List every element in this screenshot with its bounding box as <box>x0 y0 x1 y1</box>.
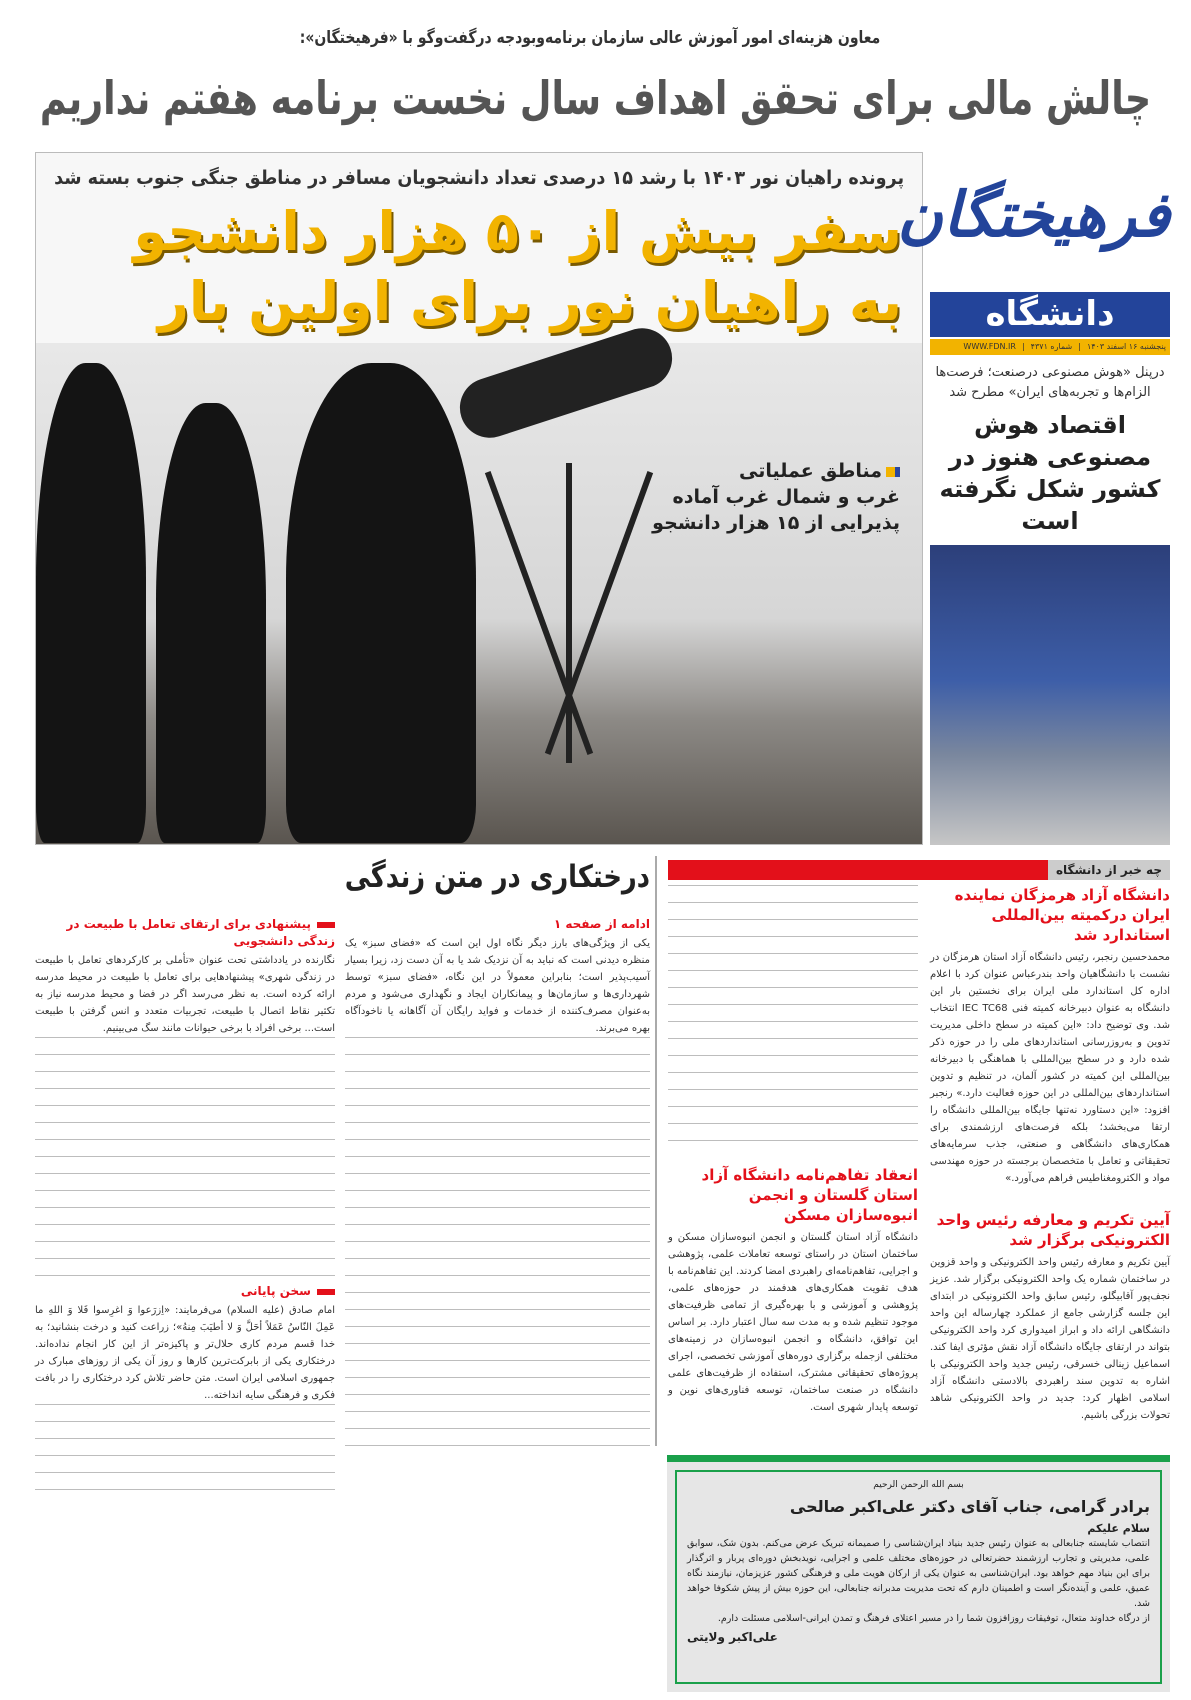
top-kicker: معاون هزینه‌ای امور آموزش عالی سازمان برنامه‌وبودجه درگفت‌وگو با «فرهیختگان»: <box>299 28 881 48</box>
issue-date: پنجشنبه ۱۶ اسفند ۱۴۰۳ <box>1086 342 1166 351</box>
news-title: آیین تکریم و معارفه رئیس واحد الکترونیکی برگزار شد <box>936 1210 1170 1249</box>
notice-bar <box>667 1455 1170 1462</box>
article-body: امام صادق (علیه السلام) می‌فرمایند: «اِزرَعوا وَ اغرِسوا فَلا وَ اللهِ ما عَمِلَ النّاسُ عَمَلاً أحَلَّ وَ لا أطیَبَ مِنهُ»؛ زراعت کنید و درخت بنشانید؛ به خدا قسم مردم کاری حلال‌تر و پاکیزه‌تر از این کار انجام نداده‌اند. درختکاری یکی از بابرکت‌ترین کارها و روز آن یکی از روزهای مبارک در جمهوری اسلامی ایران است. متن حاضر تلاش کرد درختکاری را در بافت فکری و فرهنگی سایه انداخته... <box>35 1305 335 1401</box>
subheading: سخن پایانی <box>35 1283 335 1300</box>
website-link[interactable]: WWW.FDN.IR <box>963 342 1016 351</box>
subheading: پیشنهادی برای ارتقای تعامل با طبیعت در زندگی دانشجویی <box>66 917 335 948</box>
tree-column-1 <box>345 910 650 1452</box>
feature-story <box>35 152 923 845</box>
section-banner: دانشگاه <box>930 292 1170 337</box>
congratulation-notice <box>667 1462 1170 1692</box>
news-column-2 <box>668 885 918 1445</box>
news-body: محمدحسین رنجبر، رئیس دانشگاه آزاد استان هرمزگان در نشست با دانشگاهیان واحد بندرعباس عنوان کرد با اعلام اداره کل استاندارد ملی ایران برای نخستین بار این دانشگاه به عنوان دبیرخانه کمیته فنی IEC TC68 انتخاب شد. وی توضیح داد: «این کمیته در سطح داخلی مدیریت تدوین و به‌روزرسانی استانداردهای ملی را در حوزه ذکر شده دارد و در سطح بین‌المللی با هماهنگی با دبیرخانه بین‌المللی این کمیته در کشور آلمان، در تنظیم و تدوین استانداردهای بین‌المللی در این حوزه فعالیت دارد.» رنجبر افزود: «این دستاورد نه‌تنها جایگاه بین‌المللی دانشگاه را ارتقا می‌بخشد؛ بلکه فرصت‌های ارزشمندی برای همکاری‌های دانشگاهی و صنعتی، جذب سرمایه‌های تحقیقاتی و تعامل با متخصصان برجسته در حوزه مهندسی مواد و الکترومغناطیس فراهم می‌آورد.» <box>930 952 1170 1184</box>
bismillah: بسم الله الرحمن الرحیم <box>873 1480 964 1490</box>
ai-headline: اقتصاد هوش مصنوعی هنوز در کشور شکل نگرفته است <box>939 411 1161 535</box>
notice-closing: از درگاه خداوند متعال، توفیقات روزافزون شما را در مسیر اعتلای فرهنگ و تمدن ایرانی-اسلامی مسئلت دارم. <box>717 1613 1150 1624</box>
news-title: انعقاد تفاهم‌نامه دانشگاه آزاد استان گلستان و انجمن انبوه‌سازان مسکن <box>701 1166 918 1224</box>
feature-headline-2: به راهیان نور برای اولین بار <box>157 270 902 333</box>
feature-caption: مناطق عملیاتی غرب و شمال غرب آماده پذیرایی از ۱۵ هزار دانشجو <box>652 460 900 534</box>
ai-teaser: درپنل «هوش مصنوعی درصنعت؛ فرصت‌ها الزام‌ها و تجربه‌های ایران» مطرح شد <box>935 365 1165 400</box>
feature-headline-1: سفر بیش از ۵۰ هزار دانشجو <box>133 200 902 263</box>
feature-photo <box>36 343 922 844</box>
article-body-lines <box>345 1037 650 1452</box>
article-body: نگارنده در یادداشتی تحت عنوان «تأملی بر کارکردهای تعامل با طبیعت در زندگی شهری» پیشنهادهایی برای تعامل با طبیعت در محیط مدرسه ارائه کرده است. به نظر می‌رسد اگر در فضا و محیط مدرسه نیاز به تکثیر نقاط اتصال با طبیعت، تجربیات متعدد و انس گرفتن با طبیعت است... برخی افراد با برخی حیوانات مانند سگ می‌بینیم. <box>35 955 335 1034</box>
article-body-lines <box>35 1037 335 1277</box>
notice-greeting: سلام علیکم <box>1087 1522 1150 1535</box>
notice-body: انتصاب شایسته جنابعالی به عنوان رئیس جدید بنیاد ایران‌شناسی را صمیمانه تبریک عرض می‌کنم. بدون شک، سوابق علمی، مدیریتی و تجارب ارزشمند حضرتعالی در حوزه‌های مختلف علمی و اجرایی، نویدبخش دوره‌ای پربار و اثرگذار برای این بنیاد مهم خواهد بود. ایران‌شناسی به عنوان یکی از ارکان هویت ملی و فرهنگی کشور عزیزمان، نیازمند نگاه عمیق، علمی و آینده‌نگر است و اطمینان دارم که تحت مدیریت مدبرانه جنابعالی، این حوزه بیش از پیش شکوفا خواهد شد. <box>687 1538 1150 1609</box>
news-body: آیین تکریم و معارفه رئیس واحد الکترونیکی و واحد قزوین در ساختمان شماره یک واحد الکترونیکی برگزار شد. عزیز نجف‌پور آقابیگلو، رئیس سابق واحد الکترونیکی در ابتدای این جلسه گزارشی جامع از عملکرد چهارساله این واحد دانشگاهی ارائه داد و ابراز امیدواری کرد واحد الکترونیکی بتواند در ارتقای جایگاه دانشگاه آزاد نقش مؤثری ایفا کند. اسماعیل زینالی خسرقی، رئیس جدید واحد الکترونیکی با اشاره به تدوین سند راهبردی بالادستی دانشگاه آزاد اسلامی اظهار کرد: جدید در واحد الکترونیکی شاهد تحولات بزرگی باشیم. <box>930 1256 1170 1421</box>
bullet-icon <box>886 467 900 477</box>
section-label: چه خبر از دانشگاه <box>1048 860 1170 880</box>
news-body: دانشگاه آزاد استان گلستان و انجمن انبوه‌سازان مسکن و ساختمان استان در راستای توسعه تعاملات علمی، پژوهشی و اجرایی، تفاهم‌نامه‌ای راهبردی امضا کردند. این تفاهم‌نامه با هدف تقویت همکاری‌های هدفمند در حوزه‌های علمی، پژوهشی و آموزشی و با بهره‌گیری از تمامی ظرفیت‌های موجود تنظیم شده و به مدت سه سال اعتبار دارد. بر اساس این توافق، دانشگاه و انجمن انبوه‌سازان در زمینه‌های مختلفی ازجمله برگزاری دوره‌های آموزشی تخصصی، اجرای پروژه‌های تحقیقاتی مشترک، استفاده از ظرفیت‌های علمی دانشگاه در صنعت ساختمان، توسعه فناوری‌های نوین و توسعه پایدار شهری است. <box>668 1232 918 1413</box>
article-body-lines <box>35 1404 335 1504</box>
newspaper-logo: فرهیختگان <box>897 178 1170 251</box>
main-headline: چالش مالی برای تحقق اهداف سال نخست برنامه هفتم نداریم <box>39 71 1152 125</box>
column-divider <box>655 856 657 1446</box>
tree-headline: درختکاری در متن زندگی <box>344 859 650 895</box>
tree-column-2 <box>35 910 335 1504</box>
notice-signature: علی‌اکبر ولایتی <box>687 1630 778 1644</box>
news-body-continued <box>668 885 918 1155</box>
issue-number: شماره ۴۳۷۱ <box>1030 342 1073 351</box>
news-column-1 <box>930 885 1170 1445</box>
feature-subtitle: پرونده راهیان نور ۱۴۰۳ با رشد ۱۵ درصدی تعداد دانشجویان مسافر در مناطق جنگی جنوب بسته شد <box>54 167 905 189</box>
news-title: دانشگاه آزاد هرمزگان نماینده ایران درکمیته بین‌المللی استاندارد شد <box>954 886 1170 944</box>
article-body: یکی از ویژگی‌های بارز دیگر نگاه اول این است که «فضای سبز» یک منظره دیدنی است که نباید به آن نزدیک شد یا به آن دست زد، زیرا بسیار آسیب‌پذیر است؛ بنابراین معمولاً در این نگاه، «فضای سبز» توسط شهرداری‌ها و سازمان‌ها و پیمانکاران ایجاد و نگهداری می‌شود و مردم به‌عنوان مصرف‌کننده از خدمات و فواید رایگان آن آگاهانه یا ناخودآگاه بهره می‌برند. <box>345 938 650 1034</box>
date-bar: پنجشنبه ۱۶ اسفند ۱۴۰۳|شماره ۴۳۷۱|WWW.FDN.IR <box>930 339 1170 355</box>
notice-title: برادر گرامی، جناب آقای دکتر علی‌اکبر صالحی <box>789 1497 1150 1516</box>
right-column <box>897 150 1170 845</box>
conference-photo <box>930 545 1170 845</box>
continued-label: ادامه از صفحه ۱ <box>553 917 650 931</box>
